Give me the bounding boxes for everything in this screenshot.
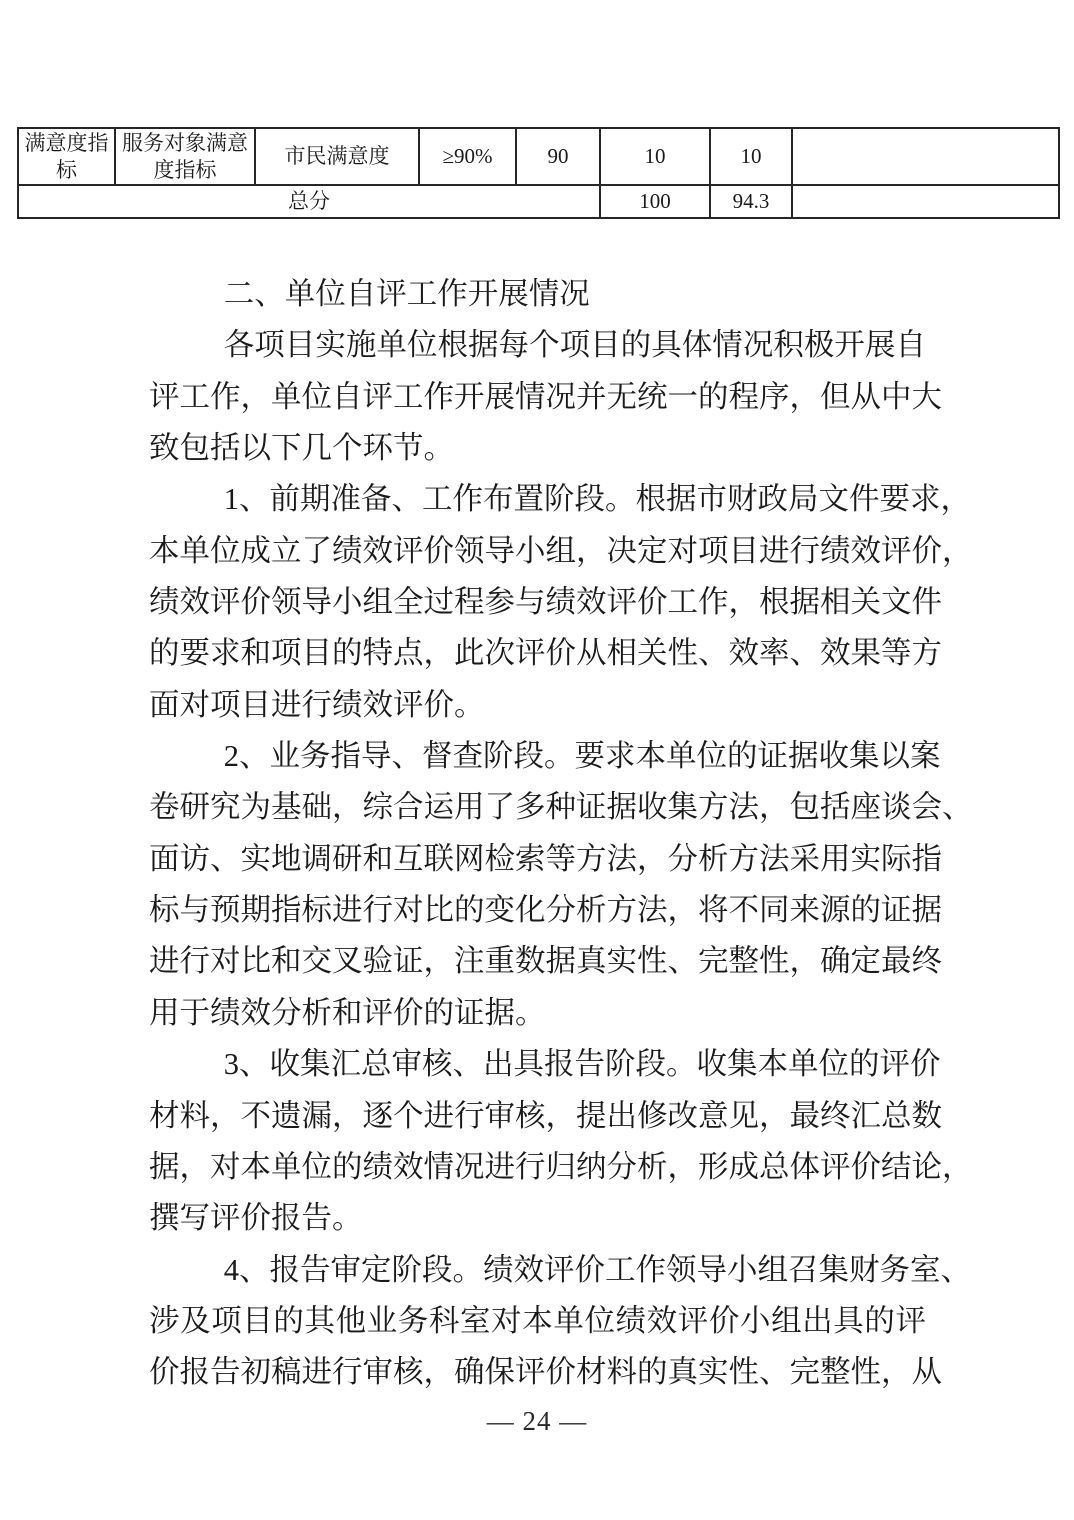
page-number: — 24 —: [486, 1406, 588, 1436]
body-line: 卷研究为基础，综合运用了多种证据收集方法，包括座谈会、: [149, 790, 973, 825]
body-line: 用于绩效分析和评价的证据。: [149, 995, 546, 1030]
document-body: [149, 269, 973, 1399]
cell-total-remark: [792, 185, 1059, 218]
body-line: 4、报告审定阶段。绩效评价工作领导小组召集财务室、: [223, 1252, 971, 1287]
body-line: 的要求和项目的特点，此次评价从相关性、效率、效果等方: [149, 636, 942, 671]
cell-indicator-subcategory: 服务对象满意度指标: [115, 128, 255, 185]
cell-indicator-remark: [792, 128, 1059, 185]
body-line: 撰写评价报告。: [149, 1201, 363, 1236]
body-line: 3、收集汇总审核、出具报告阶段。收集本单位的评价: [223, 1047, 941, 1082]
table-row-total: [18, 185, 1059, 218]
body-line: 致包括以下几个环节。: [149, 431, 454, 466]
cell-indicator-name: 市民满意度: [255, 128, 419, 185]
body-line: 价报告初稿进行审核，确保评价材料的真实性、完整性，从: [149, 1355, 942, 1390]
body-line: 据，对本单位的绩效情况进行归纳分析，形成总体评价结论，: [149, 1149, 973, 1184]
cell-total-score: 94.3: [710, 185, 792, 218]
cell-total-weight: 100: [600, 185, 710, 218]
body-line: 面对项目进行绩效评价。: [149, 687, 485, 722]
body-line: 各项目实施单位根据每个项目的具体情况积极开展自: [223, 328, 926, 363]
body-line: 材料，不遗漏，逐个进行审核，提出修改意见，最终汇总数: [149, 1098, 942, 1133]
cell-total-label: 总分: [18, 185, 600, 218]
cell-indicator-actual: 90: [516, 128, 600, 185]
cell-indicator-weight: 10: [600, 128, 710, 185]
cell-indicator-target: ≥90%: [419, 128, 516, 185]
cell-indicator-category: 满意度指标: [18, 128, 115, 185]
body-line: 1、前期准备、工作布置阶段。根据市财政局文件要求，: [223, 482, 971, 517]
body-line: 标与预期指标进行对比的变化分析方法，将不同来源的证据: [149, 893, 942, 928]
body-line: 进行对比和交叉验证，注重数据真实性、完整性，确定最终: [149, 944, 942, 979]
table-row: [18, 128, 1059, 185]
section-heading: 二、单位自评工作开展情况: [223, 277, 590, 311]
body-line: 面访、实地调研和互联网检索等方法，分析方法采用实际指: [149, 841, 942, 876]
satisfaction-indicator-table: [17, 127, 1060, 219]
cell-indicator-score: 10: [710, 128, 792, 185]
body-line: 本单位成立了绩效评价领导小组，决定对项目进行绩效评价，: [149, 533, 973, 568]
body-line: 2、业务指导、督查阶段。要求本单位的证据收集以案: [223, 739, 941, 774]
body-line: 涉及项目的其他业务科室对本单位绩效评价小组出具的评: [149, 1303, 926, 1338]
body-line: 评工作，单位自评工作开展情况并无统一的程序，但从中大: [149, 379, 942, 414]
body-line: 绩效评价领导小组全过程参与绩效评价工作，根据相关文件: [149, 585, 942, 620]
